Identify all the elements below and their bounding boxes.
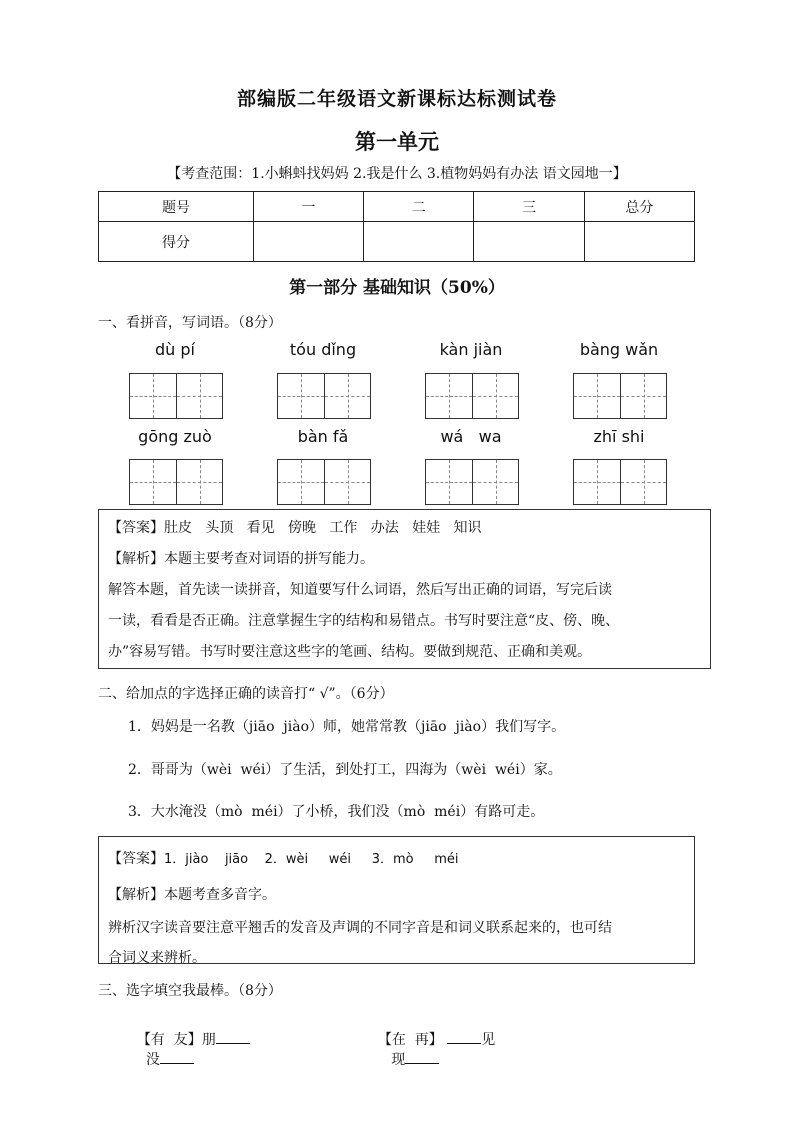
writing-grid[interactable] [425,373,519,419]
q2-answer-box [98,836,695,964]
writing-grid[interactable] [129,459,223,505]
exam-scope: 【考查范围：1.小蝌蚪找妈妈 2.我是什么 3.植物妈妈有办法 语文园地一】 [167,166,627,182]
pinyin-label: bàng wǎn [579,340,659,359]
q2-item: 3．大水淹没（mò méi）了小桥，我们没（mò méi）有路可走。 [128,804,545,820]
answer-line [108,517,481,537]
score-input-cell[interactable] [364,222,474,262]
writing-grid[interactable] [129,373,223,419]
writing-grid[interactable] [277,459,371,505]
q3-group-label: 【有 友】 [136,1032,202,1048]
q3-word: 没 [145,1052,160,1068]
q2-heading: 二、给加点的字选择正确的读音打“ √”。（6分） [98,686,394,702]
answer-text: 1．jiào jiāo 2．wèi wéi 3．mò méi [164,852,459,867]
score-table-score-row [99,222,695,262]
q3-word: 现 [391,1052,406,1068]
fill-blank[interactable] [216,1029,250,1044]
writing-grid[interactable] [573,373,667,419]
pinyin-label: tóu dǐng [289,340,357,359]
score-table-cell: 总分 [584,192,694,222]
pinyin-label: dù pí [155,340,195,359]
score-input-cell[interactable] [584,222,694,262]
answer-line [108,848,459,868]
fill-blank[interactable] [160,1049,194,1064]
part1-title: 第一部分 基础知识（50%） [289,278,505,298]
q3-group-label: 【在 再】 [377,1032,443,1048]
analysis-text: 本题考查多音字。 [164,887,276,903]
writing-grid[interactable] [573,459,667,505]
q2-item: 2．哥哥为（wèi wéi）了生活，到处打工，四海为（wèi wéi）家。 [128,762,562,778]
score-table-cell: 题号 [99,192,254,222]
pinyin-label: wá wa [440,427,502,446]
analysis-paragraph-line: 辨析汉字读音要注意平翘舌的发音及声调的不同字音是和词义联系起来的，也可结 [108,920,612,936]
q3-group-2 [369,1013,495,1069]
writing-grid[interactable] [277,373,371,419]
q1-heading: 一、看拼音，写词语。（8分） [98,315,282,331]
fill-blank[interactable] [447,1029,481,1044]
score-input-cell[interactable] [253,222,363,262]
score-table [98,191,695,262]
analysis-paragraph-line: 办”容易写错。书写时要注意这些字的笔画、结构。要做到规范、正确和美观。 [108,644,592,660]
answer-label: 【答案】 [108,851,164,867]
analysis-label: 【解析】 [108,551,164,567]
score-table-cell: 三 [474,192,584,222]
analysis-paragraph-line: 一读，看看是否正确。注意掌握生字的结构和易错点。书写时要注意“皮、傍、晚、 [108,613,620,629]
analysis-label: 【解析】 [108,887,164,903]
answer-text: 肚皮 头顶 看见 傍晚 工作 办法 娃娃 知识 [164,520,482,536]
unit-title: 第一单元 [355,130,439,154]
analysis-paragraph-line-cut: 合词义来辨析。 [108,950,206,964]
score-table-cell: 一 [253,192,363,222]
writing-grid[interactable] [425,459,519,505]
q3-group-1 [128,1013,250,1069]
pinyin-label: gōng zuò [138,427,212,446]
pinyin-label: kàn jiàn [439,340,503,359]
analysis-paragraph-line: 解答本题，首先读一读拼音，知道要写什么词语，然后写出正确的词语，写完后读 [108,582,612,598]
pinyin-label: bàn fǎ [297,427,349,446]
q1-answer-box [98,509,711,669]
score-table-header-row [99,192,695,222]
q3-word: 见 [481,1032,496,1048]
analysis-line [108,884,276,904]
pinyin-label: zhī shi [593,427,645,446]
q2-item: 1．妈妈是一名教（jiāo jiào）师，她常常教（jiāo jiào）我们写字。 [128,719,566,735]
fill-blank[interactable] [405,1049,439,1064]
score-input-cell[interactable] [474,222,584,262]
score-table-cell: 得分 [99,222,254,262]
score-table-cell: 二 [364,192,474,222]
answer-label: 【答案】 [108,520,164,536]
analysis-line [108,548,374,568]
exam-title: 部编版二年级语文新课标达标测试卷 [236,88,557,110]
q3-word: 朋 [201,1032,216,1048]
q3-heading: 三、选字填空我最棒。（8分） [98,983,282,999]
analysis-text: 本题主要考查对词语的拼写能力。 [164,551,374,567]
